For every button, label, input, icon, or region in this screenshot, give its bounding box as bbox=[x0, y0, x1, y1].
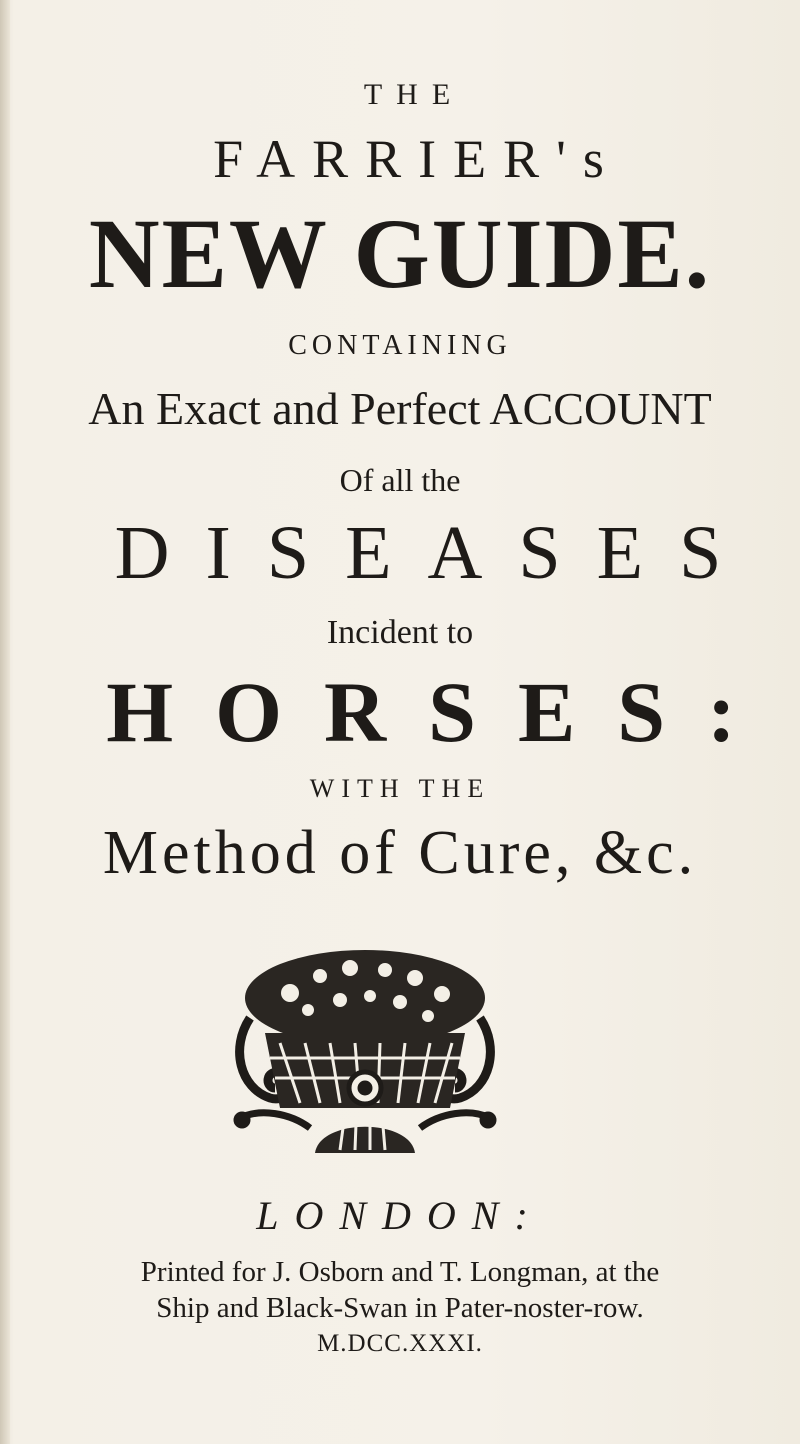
imprint-date: M.DCC.XXXI. bbox=[317, 1330, 483, 1357]
imprint-london: LONDON: bbox=[256, 1193, 544, 1238]
imprint-ship-line: Ship and Black-Swan in Pater-noster-row. bbox=[156, 1292, 644, 1324]
fleuron-basket-ornament-icon bbox=[220, 938, 510, 1168]
imprint-printed-for: Printed for J. Osborn and T. Longman, at the bbox=[140, 1256, 660, 1288]
horses-heading: HORSES: bbox=[106, 664, 778, 760]
incident-to-line: Incident to bbox=[326, 614, 474, 651]
diseases-heading: DISEASES bbox=[114, 511, 758, 595]
of-all-the-line: Of all the bbox=[339, 462, 461, 498]
heading-farriers: FARRIER's bbox=[213, 129, 621, 189]
with-the-line: WITH THE bbox=[309, 774, 491, 803]
heading-new-guide: NEW GUIDE. bbox=[88, 198, 712, 309]
account-line: An Exact and Perfect ACCOUNT bbox=[88, 383, 712, 434]
heading-the: THE bbox=[363, 78, 465, 111]
method-of-cure-line: Method of Cure, &c. bbox=[102, 819, 698, 887]
containing-label: CONTAINING bbox=[288, 330, 512, 361]
